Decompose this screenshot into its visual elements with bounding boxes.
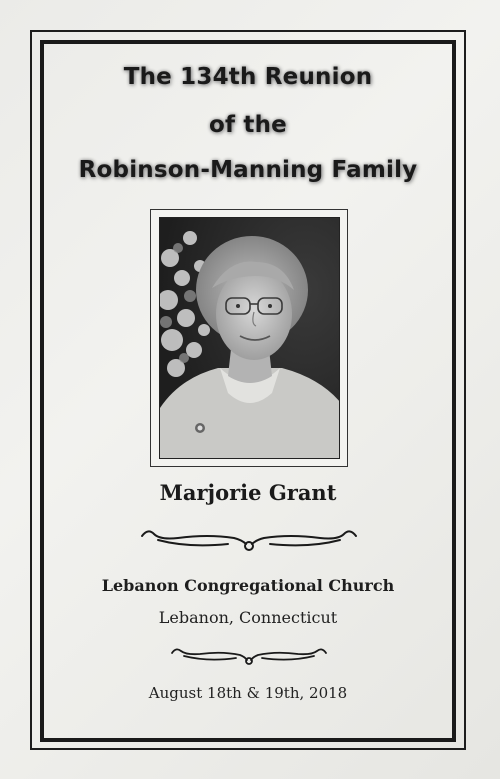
- title-line-1: The 134th Reunion: [123, 64, 373, 90]
- reunion-dates: August 18th & 19th, 2018: [148, 684, 348, 702]
- scroll-flourish-icon: [138, 526, 360, 554]
- venue-name: Lebanon Congregational Church: [101, 576, 395, 595]
- title-line-3: Robinson-Manning Family: [78, 157, 418, 183]
- title-line-2: of the: [209, 112, 287, 138]
- honoree-portrait: [159, 217, 340, 459]
- venue-location: Lebanon, Connecticut: [158, 608, 338, 627]
- honoree-name: Marjorie Grant: [159, 480, 337, 505]
- scroll-flourish-icon: [168, 645, 330, 667]
